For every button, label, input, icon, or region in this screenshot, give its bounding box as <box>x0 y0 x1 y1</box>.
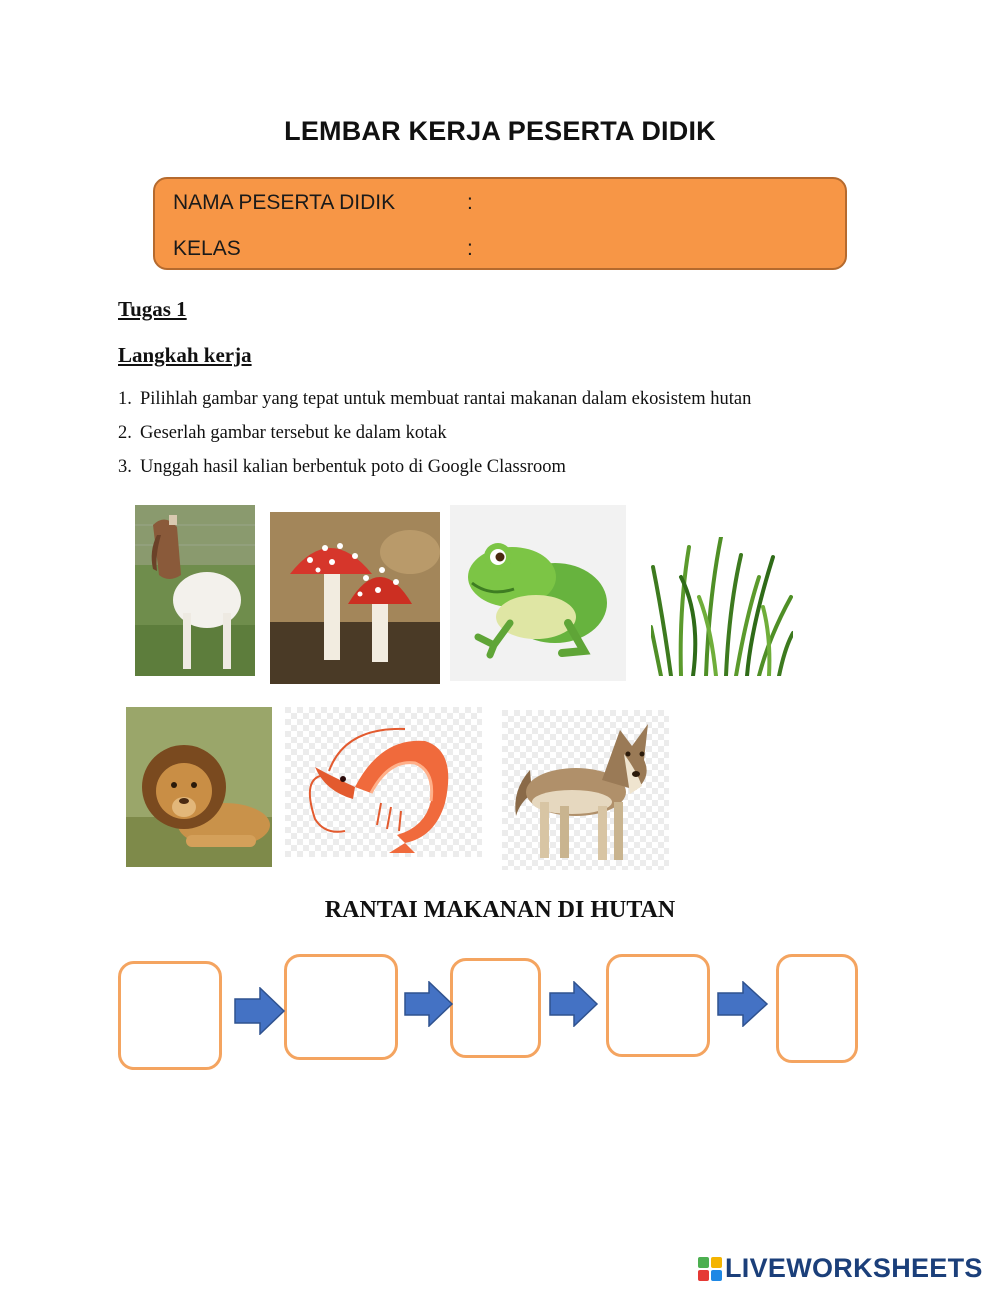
logo-mark-icon <box>698 1257 722 1281</box>
class-label: KELAS <box>173 237 241 260</box>
wolf-image[interactable] <box>502 710 669 870</box>
arrow-right-icon <box>717 981 769 1027</box>
student-name-colon: : <box>467 191 473 214</box>
chain-slot-2[interactable] <box>284 954 398 1060</box>
list-item <box>118 423 751 457</box>
task-heading: Tugas 1 <box>118 297 187 321</box>
arrow-right-icon <box>549 981 599 1027</box>
shrimp-image[interactable] <box>285 707 482 857</box>
step-number: 2. <box>118 423 132 443</box>
arrow-right-icon <box>234 987 286 1035</box>
step-text: Unggah hasil kalian berbentuk poto di Google Classroom <box>140 457 566 477</box>
student-info-box <box>153 177 847 270</box>
mushroom-image[interactable] <box>270 512 440 684</box>
chain-slot-5[interactable] <box>776 954 858 1063</box>
lion-image[interactable] <box>126 707 272 867</box>
chain-slot-4[interactable] <box>606 954 710 1057</box>
step-text: Geserlah gambar tersebut ke dalam kotak <box>140 423 447 443</box>
chain-slot-1[interactable] <box>118 961 222 1070</box>
chain-slot-3[interactable] <box>450 958 541 1058</box>
step-text: Pilihlah gambar yang tepat untuk membuat rantai makanan dalam ekosistem hutan <box>140 389 752 409</box>
step-number: 3. <box>118 457 132 477</box>
student-name-label: NAMA PESERTA DIDIK <box>173 191 396 214</box>
goat-image[interactable] <box>135 505 255 676</box>
worksheet-title: LEMBAR KERJA PESERTA DIDIK <box>284 116 716 146</box>
steps-list <box>118 389 751 491</box>
frog-image[interactable] <box>450 505 626 681</box>
list-item <box>118 389 751 423</box>
grass-image[interactable] <box>651 537 793 676</box>
arrow-right-icon <box>404 981 454 1027</box>
food-chain-title: RANTAI MAKANAN DI HUTAN <box>324 897 676 923</box>
step-number: 1. <box>118 389 132 409</box>
brand-name: LIVEWORKSHEETS <box>725 1253 983 1283</box>
steps-heading: Langkah kerja <box>118 343 252 367</box>
liveworksheets-logo <box>698 1253 983 1284</box>
list-item <box>118 457 751 491</box>
class-colon: : <box>467 237 473 260</box>
